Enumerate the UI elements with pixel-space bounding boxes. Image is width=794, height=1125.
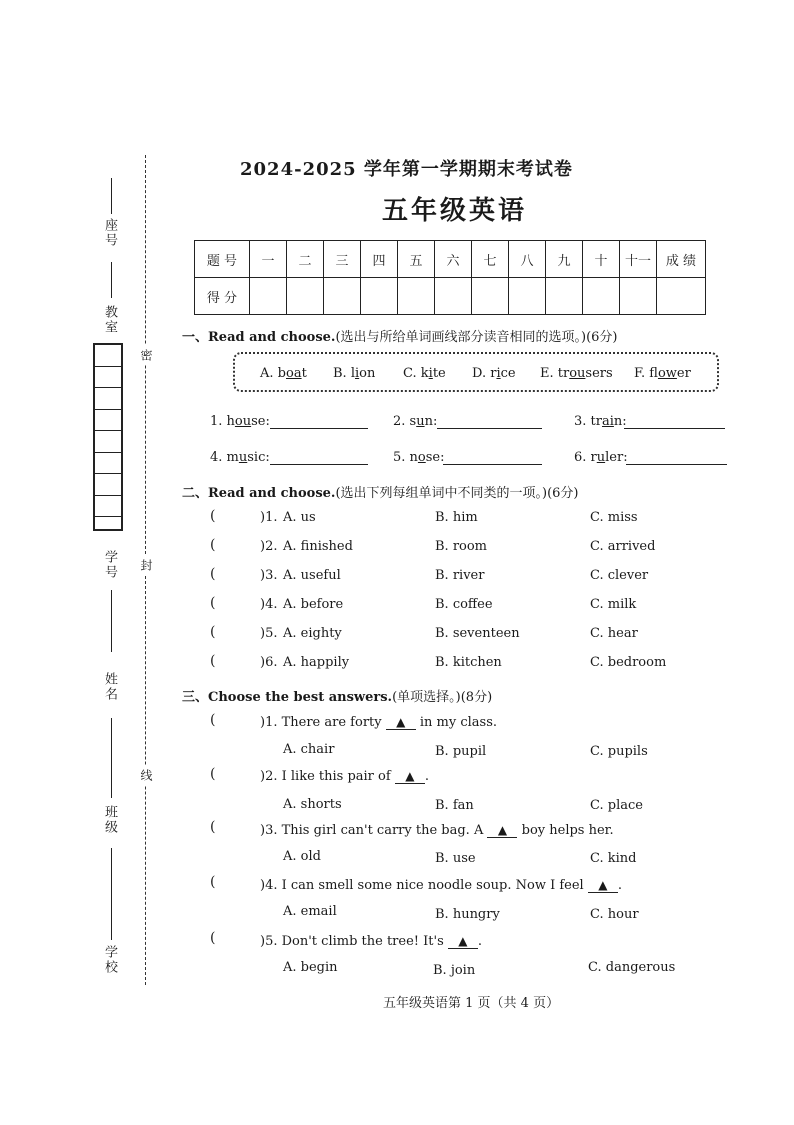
option-word: flower [649,366,691,381]
answer-paren[interactable]: ( [210,653,216,669]
s3-option-b: B. fan [435,798,474,813]
score-cell[interactable] [472,278,509,315]
s2-option-b: B. him [435,510,478,525]
s2-option-a: A. us [283,510,316,525]
option-word: boat [277,366,307,381]
option-d: D. rice [472,366,516,381]
s3-option-b: B. hungry [435,907,500,922]
s3-option-a: A. begin [283,960,338,975]
s1-answer-blank-3[interactable] [624,428,725,429]
option-word: kite [420,366,446,381]
score-cell[interactable] [435,278,472,315]
s3-option-c: C. kind [590,851,637,866]
answer-paren[interactable]: ( [210,712,216,728]
school-blank[interactable] [111,848,112,940]
s2-option-b: B. river [435,568,485,583]
s2-option-c: C. bedroom [590,655,667,670]
score-cell[interactable] [250,278,287,315]
s1-answer-blank-1[interactable] [270,428,368,429]
s1-question-5: 5. nose: [393,450,445,465]
score-cell[interactable] [546,278,583,315]
s3-option-b: B. use [435,851,476,866]
s3-stem: )3. This girl can't carry the bag. A ▲ boy helps her. [260,823,614,838]
s3-option-a: A. shorts [283,797,342,812]
section-2-instruction: (选出下列每组单词中不同类的一项。)(6分) [335,486,579,501]
exam-year-title: 2024-2025 学年第一学期期末考试卷 [240,159,573,180]
section-1-instruction: (选出与所给单词画线部分读音相同的选项。)(6分) [335,330,618,345]
answer-paren[interactable]: ( [210,874,216,890]
table-cell: 八 [509,241,546,278]
answer-paren[interactable]: ( [210,566,216,582]
answer-paren[interactable]: ( [210,508,216,524]
s2-num: )2. [260,539,278,554]
s2-num: )5. [260,626,278,641]
table-cell: 十 [583,241,620,278]
blank-marker[interactable]: ▲ [395,769,425,784]
s1-answer-blank-2[interactable] [437,428,542,429]
s3-option-c: C. place [590,798,643,813]
answer-paren[interactable]: ( [210,930,216,946]
option-f: F. flower [634,366,691,381]
s2-option-b: B. room [435,539,488,554]
s1-question-1: 1. house: [210,414,270,429]
score-table-header-row [195,241,706,278]
table-cell: 成 绩 [657,241,706,278]
section-1-heading [182,326,618,345]
s2-num: )6. [260,655,278,670]
option-e: E. trousers [540,366,613,381]
answer-paren[interactable]: ( [210,766,216,782]
score-table [194,240,706,315]
section-2-heading [182,482,579,501]
s2-option-b: B. seventeen [435,626,520,641]
answer-paren[interactable]: ( [210,819,216,835]
table-cell: 四 [361,241,398,278]
s2-option-c: C. hear [590,626,638,641]
s2-option-c: C. milk [590,597,637,612]
page-footer: 五年级英语第 1 页（共 4 页） [383,996,560,1011]
s3-option-a: A. email [283,904,337,919]
s2-num: )1. [260,510,278,525]
exam-subject-title: 五年级英语 [382,196,528,226]
s3-stem: )5. Don't climb the tree! It's ▲ . [260,934,483,949]
s1-question-6: 6. ruler: [574,450,628,465]
seat-label: 座号 [102,218,117,248]
seal-mark-feng: 封 [138,555,155,575]
s1-answer-blank-6[interactable] [626,464,727,465]
s2-option-a: A. useful [283,568,341,583]
table-cell: 三 [324,241,361,278]
s3-stem: )1. There are forty ▲ in my class. [260,715,498,730]
section-3-instruction: (单项选择。)(8分) [392,690,493,705]
table-cell: 十一 [620,241,657,278]
table-cell: 二 [287,241,324,278]
seat-blank[interactable] [111,178,112,214]
seal-mark-mi: 密 [138,345,155,365]
score-cell[interactable] [324,278,361,315]
s1-question-2: 2. sun: [393,414,438,429]
table-cell: 六 [435,241,472,278]
seal-mark-xian: 线 [138,765,155,785]
s1-answer-blank-4[interactable] [270,464,368,465]
table-cell: 得 分 [195,278,250,315]
classroom-blank[interactable] [111,262,112,298]
option-word: trousers [557,366,613,381]
class-label: 班级 [102,805,117,835]
student-id-boxes[interactable] [93,343,123,531]
option-a: A. boat [260,366,307,381]
score-table-score-row [195,278,706,315]
s3-option-a: A. old [283,849,321,864]
s3-stem: )4. I can smell some nice noodle soup. Now I feel ▲ . [260,878,622,893]
name-label: 姓名 [102,672,117,702]
class-blank[interactable] [111,718,112,798]
word-options-box [233,352,719,392]
blank-marker[interactable]: ▲ [448,934,478,949]
s2-option-a: A. before [283,597,344,612]
table-cell: 五 [398,241,435,278]
s2-num: )3. [260,568,278,583]
s1-question-3: 3. train: [574,414,627,429]
s3-option-c: C. dangerous [588,960,676,975]
school-label: 学校 [102,945,117,975]
option-word: lion [350,366,376,381]
s3-option-c: C. hour [590,907,639,922]
s3-option-b: B. join [433,963,476,978]
section-2-title: 二、Read and choose. [182,486,336,501]
s2-option-c: C. clever [590,568,649,583]
s2-option-b: B. kitchen [435,655,502,670]
blank-marker[interactable]: ▲ [487,823,517,838]
option-word: rice [490,366,516,381]
s3-option-c: C. pupils [590,744,648,759]
table-cell: 七 [472,241,509,278]
answer-paren[interactable]: ( [210,624,216,640]
s2-option-a: A. happily [283,655,350,670]
blank-marker[interactable]: ▲ [386,715,416,730]
score-cell[interactable] [398,278,435,315]
option-b: B. lion [333,366,376,381]
s3-stem: )2. I like this pair of ▲ . [260,769,429,784]
table-cell: 一 [250,241,287,278]
section-1-title: 一、Read and choose. [182,330,336,345]
s1-answer-blank-5[interactable] [443,464,542,465]
s2-option-a: A. finished [283,539,353,554]
s3-option-a: A. chair [283,742,335,757]
s1-question-4: 4. music: [210,450,270,465]
classroom-label: 教室 [102,305,117,335]
section-3-title: 三、Choose the best answers. [182,690,393,705]
s2-option-b: B. coffee [435,597,493,612]
blank-marker[interactable]: ▲ [588,878,618,893]
score-cell[interactable] [361,278,398,315]
s3-option-b: B. pupil [435,744,487,759]
score-cell[interactable] [583,278,620,315]
score-cell[interactable] [287,278,324,315]
s2-option-a: A. eighty [283,626,342,641]
student-id-label: 学号 [102,550,117,580]
answer-paren[interactable]: ( [210,537,216,553]
option-c: C. kite [403,366,446,381]
s2-option-c: C. miss [590,510,638,525]
name-blank[interactable] [111,590,112,652]
score-cell[interactable] [620,278,657,315]
answer-paren[interactable]: ( [210,595,216,611]
table-cell: 题 号 [195,241,250,278]
table-cell: 九 [546,241,583,278]
s2-option-c: C. arrived [590,539,656,554]
s2-num: )4. [260,597,278,612]
score-cell[interactable] [657,278,706,315]
section-3-heading [182,686,492,705]
score-cell[interactable] [509,278,546,315]
